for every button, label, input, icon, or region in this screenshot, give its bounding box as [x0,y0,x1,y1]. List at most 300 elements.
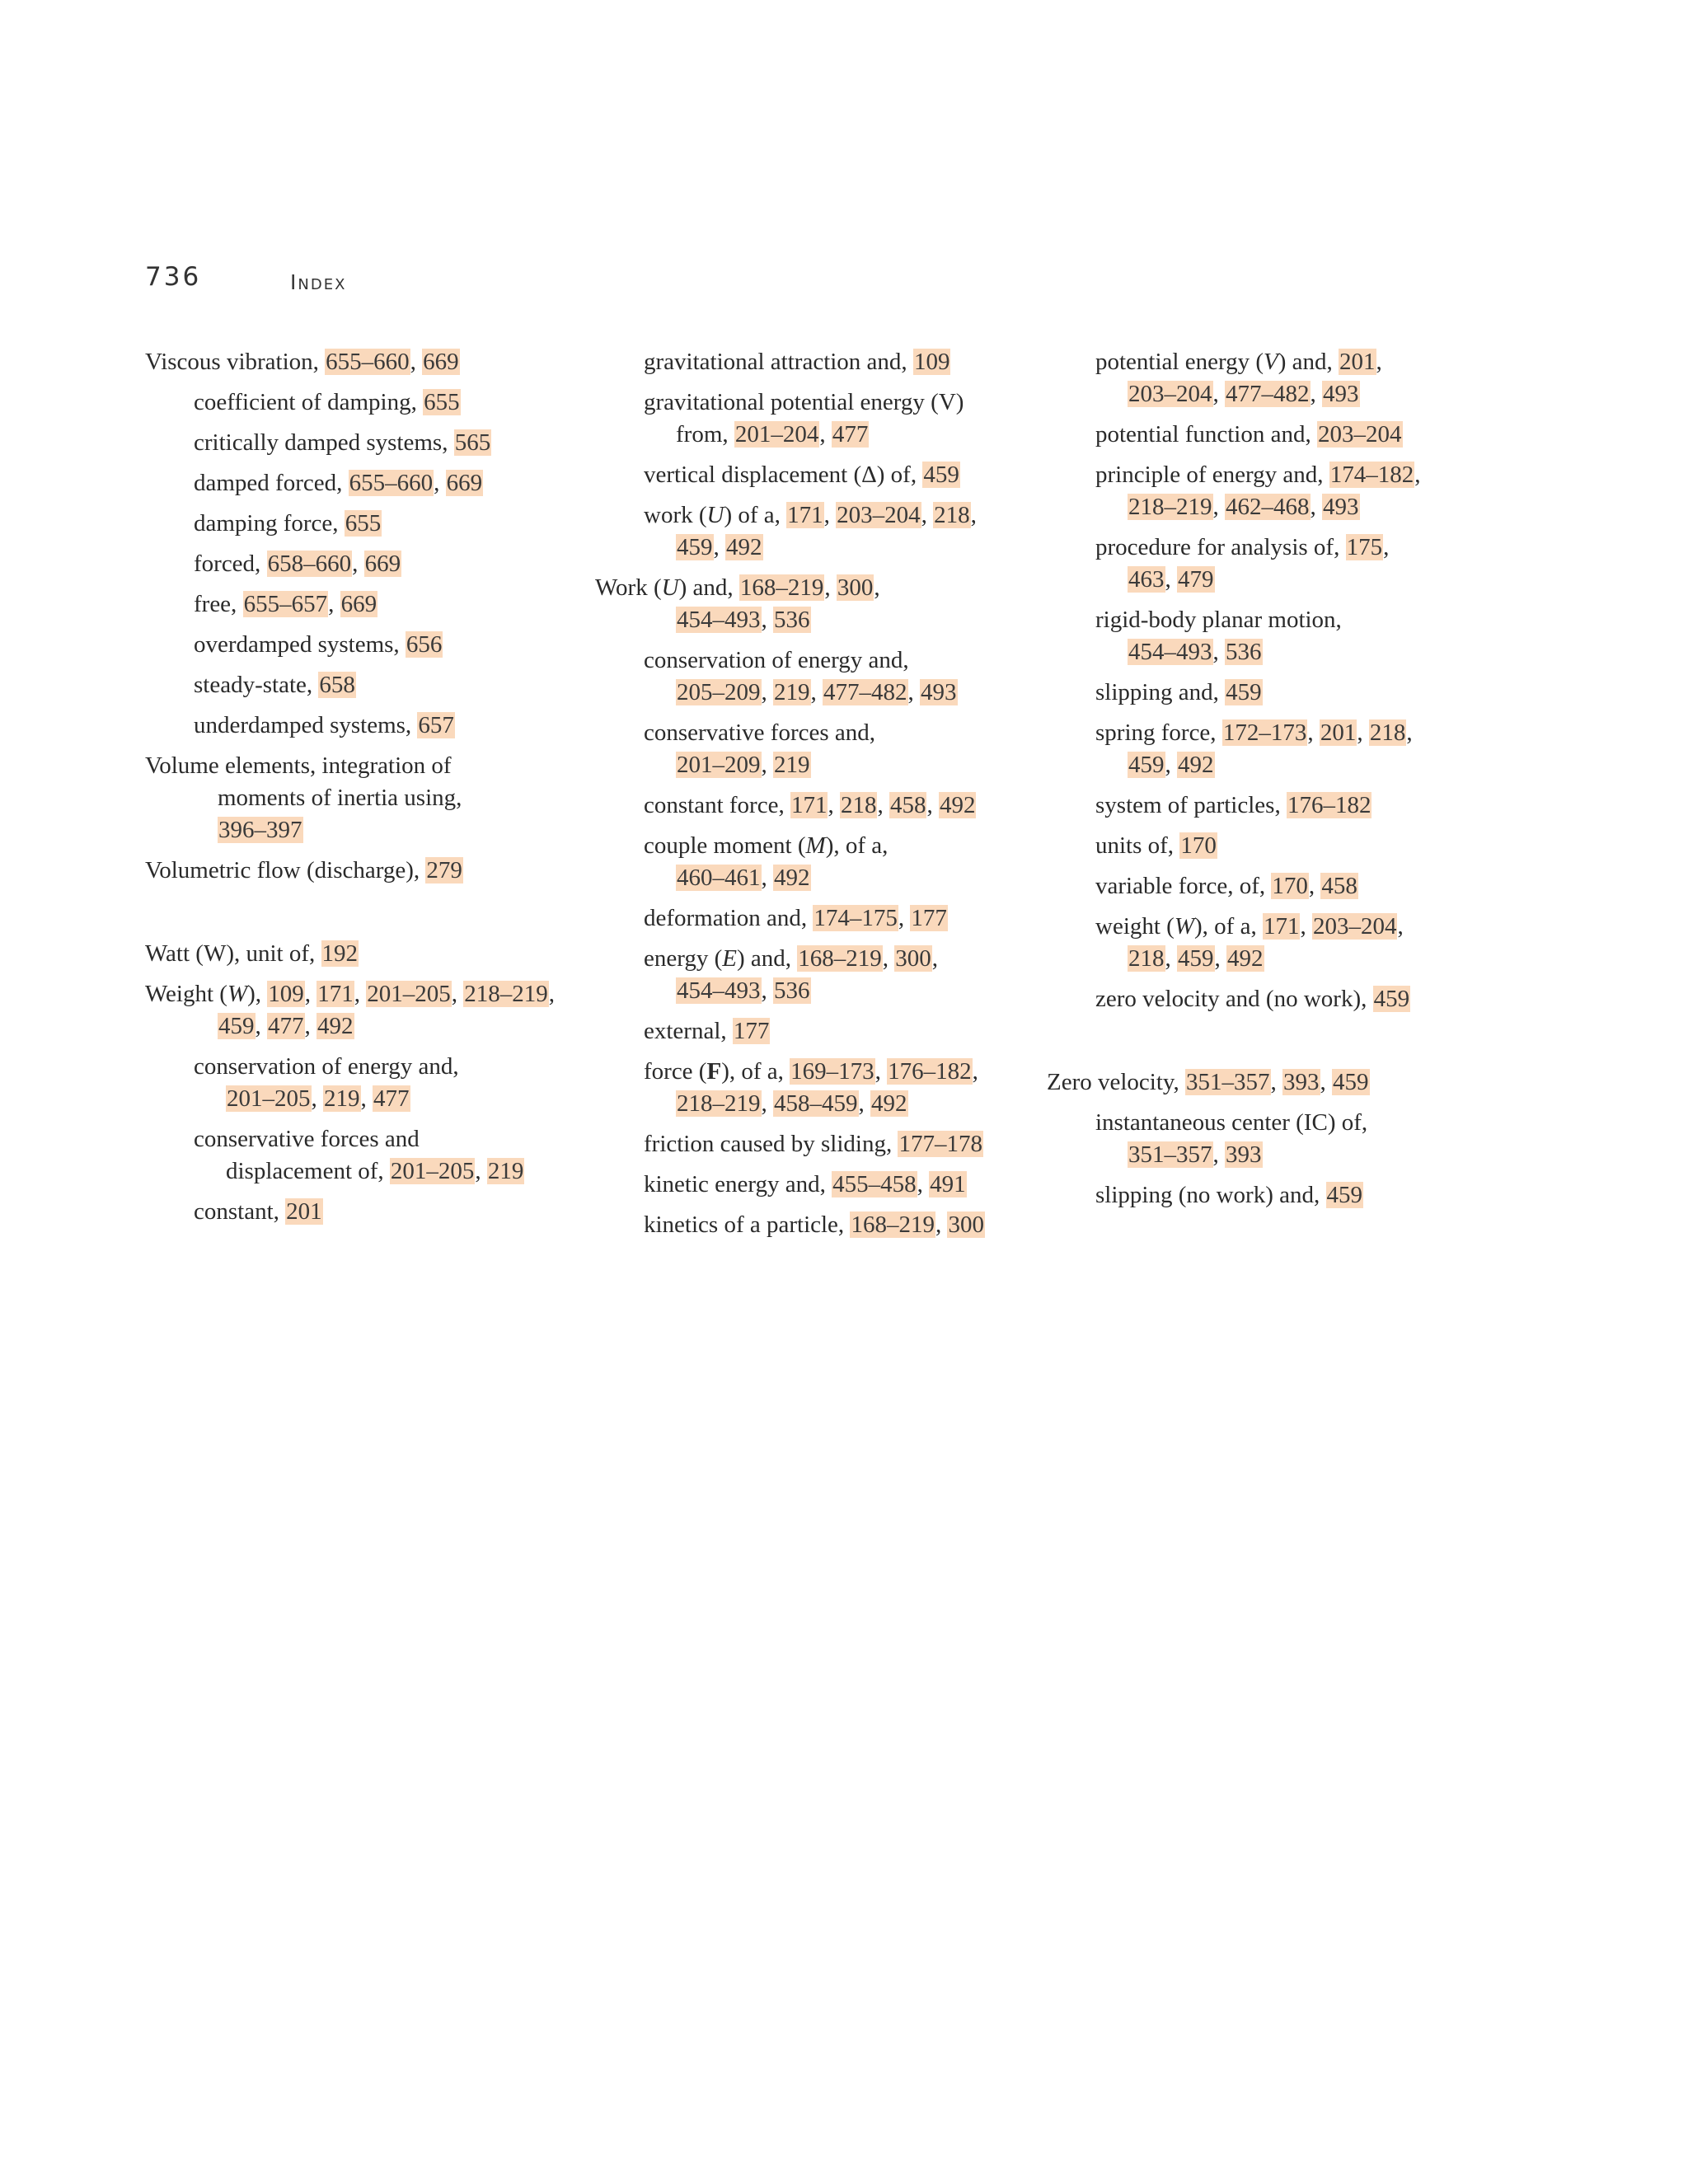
index-column-3 [1047,346,1508,1212]
entry-text: , [1165,945,1177,972]
index-main-entry [145,938,607,970]
index-subentry [145,1123,607,1188]
entry-line [194,1123,607,1155]
entry-text: , [858,1090,870,1117]
entry-continuation-line [145,782,607,814]
page-reference-link[interactable]: 493 [921,679,957,705]
entry-line [1095,677,1508,709]
index-subentry [145,467,607,499]
index-subentry [1047,419,1508,451]
entry-text: slipping and, [1095,679,1226,705]
entry-text: ) and, [1278,349,1339,375]
page-reference-link[interactable]: 218 [1369,719,1406,746]
page-reference-link[interactable]: 351–357 [1128,1141,1212,1168]
page-reference-link[interactable]: 219 [324,1085,360,1112]
entry-text: Watt (W), unit of, [145,940,321,967]
page-reference-link[interactable]: 459 [923,462,959,488]
page-reference-link[interactable]: 656 [406,631,443,658]
page-reference-link[interactable]: 454–493 [677,607,761,633]
index-subentry [145,508,607,540]
index-subentry [595,1056,1057,1120]
entry-text: displacement of, [226,1158,390,1184]
entry-text: , [874,1058,888,1085]
page-reference-link[interactable]: 203–204 [1128,381,1212,407]
index-subentry [1047,346,1508,410]
entry-line [194,669,607,701]
index-subentry [595,830,1057,894]
index-main-entry [1047,1066,1508,1099]
index-main-entry [595,572,1057,636]
page-reference-link[interactable]: 201–209 [677,752,761,778]
page-reference-link[interactable]: 459 [218,1013,255,1039]
index-subentry [1047,911,1508,975]
entry-text: , [1212,1141,1225,1168]
page-reference-link[interactable]: 219 [487,1158,524,1184]
entry-continuation-line [595,604,1057,636]
page-reference-link[interactable]: 669 [423,349,459,375]
entry-text: conservation of energy and, [644,647,909,673]
entry-text: , [434,470,446,496]
page-number: 736 [145,262,202,292]
entry-text: , [354,981,367,1007]
index-subentry [145,669,607,701]
entry-text: system of particles, [1095,792,1287,818]
page-reference-link[interactable]: 174–175 [814,905,898,931]
index-subentry [595,644,1057,709]
italic-symbol: W [227,981,248,1007]
entry-continuation-line [644,419,1057,451]
page-reference-link[interactable]: 172–173 [1222,719,1307,746]
index-main-entry [145,750,607,846]
index-subentry [145,548,607,580]
page-reference-link[interactable]: 174–182 [1329,462,1414,488]
entry-line [194,548,607,580]
page-reference-link[interactable]: 201–205 [390,1158,475,1184]
page-reference-link[interactable]: 218 [840,792,877,818]
page-reference-link[interactable]: 492 [774,865,810,891]
entry-text: , [410,349,423,375]
page-reference-link[interactable]: 218 [1128,945,1165,972]
entry-continuation-line [194,1155,607,1188]
page-reference-link[interactable]: 454–493 [677,977,761,1004]
entry-text: potential function and, [1095,421,1317,448]
entry-line [145,750,607,782]
page-reference-link[interactable]: 203–204 [1318,421,1402,448]
page-reference-link[interactable]: 201 [1320,719,1357,746]
entry-text: couple moment ( [644,832,806,859]
entry-text: ) and, [678,574,739,601]
index-subentry [1047,459,1508,523]
page-reference-link[interactable]: 492 [939,792,976,818]
entry-line [1095,532,1508,564]
entry-continuation-line [1095,564,1508,596]
entry-text: , [1165,566,1177,593]
page-reference-link[interactable]: 655–660 [349,470,434,496]
page-reference-link[interactable]: 201 [1339,349,1376,375]
page-reference-link[interactable]: 177 [733,1018,770,1044]
entry-text: , [1406,719,1413,746]
page-reference-link[interactable]: 492 [871,1090,907,1117]
page-reference-link[interactable]: 565 [454,429,491,456]
page-reference-link[interactable]: 109 [268,981,304,1007]
page-reference-link[interactable]: 655–657 [243,591,328,617]
page-reference-link[interactable]: 175 [1346,534,1383,560]
page-reference-link[interactable]: 396–397 [218,817,302,843]
entry-text: procedure for analysis of, [1095,534,1346,560]
entry-line [1095,459,1508,491]
entry-text: , [475,1158,487,1184]
entry-text: constant, [194,1198,286,1225]
entry-text: potential energy ( [1095,349,1264,375]
entry-text: , [1307,719,1320,746]
entry-line [644,644,1057,677]
page-reference-link[interactable]: 203–204 [837,502,921,528]
index-main-entry [145,346,607,378]
italic-symbol: V [1264,349,1278,375]
page-reference-link[interactable]: 201–205 [367,981,451,1007]
entry-text: , [898,905,911,931]
entry-text: constant force, [644,792,790,818]
entry-line [194,427,607,459]
page-reference-link[interactable]: 458 [889,792,926,818]
page-reference-link[interactable]: 479 [1178,566,1214,593]
page-reference-link[interactable]: 458–459 [774,1090,858,1117]
entry-text: overdamped systems, [194,631,406,658]
entry-text: gravitational attraction and, [644,349,913,375]
entry-text: , [1300,913,1312,940]
page-reference-link[interactable]: 218–219 [1128,494,1212,520]
page-reference-link[interactable]: 192 [321,940,358,967]
page-reference-link[interactable]: 393 [1226,1141,1262,1168]
page-reference-link[interactable]: 171 [790,792,828,818]
index-subentry [595,346,1057,378]
entry-continuation-line [644,862,1057,894]
entry-text: , [761,1090,773,1117]
entry-line [145,938,607,970]
entry-continuation-line [644,749,1057,781]
index-subentry [1047,1107,1508,1171]
entry-text: , [828,792,840,818]
entry-text: , [761,679,773,705]
page-reference-link[interactable]: 300 [837,574,874,601]
page-reference-link[interactable]: 177 [911,905,947,931]
entry-line [644,499,1057,532]
index-subentry [1047,677,1508,709]
page-reference-link[interactable]: 477 [832,421,869,448]
page-reference-link[interactable]: 477 [373,1085,410,1112]
entry-continuation-line [1095,378,1508,410]
page-reference-link[interactable]: 658–660 [267,551,352,577]
page-reference-link[interactable]: 203–204 [1312,913,1397,940]
italic-symbol: M [805,832,826,859]
page-reference-link[interactable]: 477–482 [823,679,907,705]
entry-line [1095,346,1508,378]
entry-line [644,459,1057,491]
entry-line [1095,983,1508,1015]
entry-line [1095,604,1508,636]
page-reference-link[interactable]: 492 [726,534,762,560]
page-reference-link[interactable]: 536 [774,977,810,1004]
page-reference-link[interactable]: 219 [774,752,810,778]
entry-text: moments of inertia using, [218,785,462,811]
page-reference-link[interactable]: 458 [1321,873,1357,899]
entry-line [145,855,607,887]
page-reference-link[interactable]: 459 [1333,1069,1369,1095]
entry-text: , [907,679,920,705]
entry-text: , [819,421,832,448]
entry-line [1095,1107,1508,1139]
page-reference-link[interactable]: 669 [340,591,377,617]
entry-text: , [917,1171,930,1197]
page-reference-link[interactable]: 169–173 [790,1058,874,1085]
page-reference-link[interactable]: 669 [364,551,401,577]
page-reference-link[interactable]: 168–219 [851,1212,935,1238]
page-reference-link[interactable]: 536 [1226,639,1262,665]
entry-text: force ( [644,1058,707,1085]
entry-text: conservation of energy and, [194,1053,459,1080]
entry-text: , [548,981,556,1007]
entry-line [644,830,1057,862]
page-reference-link[interactable]: 300 [948,1212,984,1238]
index-subentry [145,387,607,419]
index-subentry [1047,870,1508,902]
entry-text: , [1165,752,1177,778]
page-reference-link[interactable]: 279 [426,857,462,883]
page-reference-link[interactable]: 492 [1227,945,1264,972]
entry-text: , [935,1212,948,1238]
entry-text: , [877,792,889,818]
entry-continuation-line [644,975,1057,1007]
entry-line [194,508,607,540]
entry-line [1095,717,1508,749]
entry-text: Work ( [595,574,662,601]
entry-text: , [1357,719,1369,746]
entry-text: , [1308,873,1321,899]
entry-line [644,1128,1057,1160]
page-reference-link[interactable]: 459 [1373,986,1410,1012]
entry-line [194,710,607,742]
page-reference-link[interactable]: 459 [1226,679,1262,705]
entry-text: conservative forces and, [644,719,876,746]
entry-line [644,1056,1057,1088]
index-subentry [1047,983,1508,1015]
page-reference-link[interactable]: 168–219 [798,945,882,972]
entry-text: , [823,502,837,528]
entry-line [595,572,1057,604]
entry-text: energy ( [644,945,723,972]
page-reference-link[interactable]: 176–182 [888,1058,972,1085]
page-reference-link[interactable]: 218–219 [677,1090,761,1117]
page-reference-link[interactable]: 477 [268,1013,304,1039]
page-reference-link[interactable]: 300 [895,945,931,972]
page-reference-link[interactable]: 655–660 [326,349,410,375]
entry-text: , [255,1013,267,1039]
italic-symbol: W [1174,913,1195,940]
entry-line [1095,830,1508,862]
entry-text: instantaneous center (IC) of, [1095,1109,1368,1136]
bold-symbol: F [706,1058,722,1085]
page-reference-link[interactable]: 459 [677,534,713,560]
entry-text: gravitational potential energy (V) [644,389,964,415]
entry-text: kinetic energy and, [644,1171,832,1197]
page-reference-link[interactable]: 491 [930,1171,966,1197]
page-reference-link[interactable]: 536 [774,607,810,633]
page-reference-link[interactable]: 218 [934,502,970,528]
page-reference-link[interactable]: 455–458 [832,1171,917,1197]
entry-line [1095,911,1508,943]
page-reference-link[interactable]: 477–482 [1226,381,1310,407]
entry-text: free, [194,591,243,617]
page-reference-link[interactable]: 219 [774,679,810,705]
page-reference-link[interactable]: 454–493 [1128,639,1212,665]
entry-text: work ( [644,502,707,528]
index-subentry [595,1209,1057,1241]
page-reference-link[interactable]: 492 [317,1013,354,1039]
index-subentry [595,1128,1057,1160]
entry-text: ) of a, [724,502,787,528]
entry-text: ), of a, [825,832,889,859]
page-reference-link[interactable]: 459 [1178,945,1214,972]
entry-line [644,902,1057,935]
entry-text: , [1310,494,1322,520]
entry-continuation-line [1095,749,1508,781]
page-reference-link[interactable]: 109 [913,349,950,375]
entry-text: , [1270,1069,1283,1095]
index-subentry [145,588,607,621]
page-reference-link[interactable]: 460–461 [677,865,761,891]
entry-text: , [761,977,773,1004]
entry-text: , [304,981,317,1007]
entry-line [194,387,607,419]
index-subentry [1047,604,1508,668]
index-column-1 [145,346,607,1228]
page-reference-link[interactable]: 171 [787,502,823,528]
entry-continuation-line [1095,491,1508,523]
entry-text: damped forced, [194,470,349,496]
entry-text: ), of a, [721,1058,790,1085]
page-reference-link[interactable]: 177–178 [898,1131,982,1157]
page-reference-link[interactable]: 657 [418,712,454,738]
page-reference-link[interactable]: 393 [1283,1069,1320,1095]
entry-text: Viscous vibration, [145,349,326,375]
entry-text: slipping (no work) and, [1095,1182,1326,1208]
entry-line [145,346,607,378]
entry-line [194,629,607,661]
entry-text: critically damped systems, [194,429,454,456]
index-subentry [145,427,607,459]
entry-line [644,717,1057,749]
page-reference-link[interactable]: 168–219 [739,574,824,601]
entry-line [194,1051,607,1083]
entry-text: zero velocity and (no work), [1095,986,1373,1012]
entry-text: , [810,679,823,705]
index-subentry [595,387,1057,451]
entry-text: , [311,1085,323,1112]
entry-line [145,978,607,1010]
page-reference-link[interactable]: 669 [446,470,483,496]
index-subentry [145,629,607,661]
page-reference-link[interactable]: 459 [1128,752,1165,778]
entry-text: Volume elements, integration of [145,752,452,779]
entry-text: , [1320,1069,1333,1095]
index-subentry [595,1015,1057,1047]
page-reference-link[interactable]: 171 [317,981,354,1007]
entry-text: , [970,502,977,528]
page-reference-link[interactable]: 658 [319,672,355,698]
page-reference-link[interactable]: 205–209 [677,679,761,705]
page-reference-link[interactable]: 492 [1178,752,1214,778]
entry-text: , [1212,639,1225,665]
page-reference-link[interactable]: 176–182 [1287,792,1372,818]
entry-line [194,1196,607,1228]
entry-text: , [761,752,773,778]
page-reference-link[interactable]: 201 [286,1198,322,1225]
page-reference-link[interactable]: 655 [345,510,382,537]
entry-line [1047,1066,1508,1099]
entry-text: , [1212,381,1225,407]
page-reference-link[interactable]: 171 [1263,913,1300,940]
page-reference-link[interactable]: 459 [1326,1182,1362,1208]
entry-continuation-line [644,532,1057,564]
index-subentry [595,499,1057,564]
page-reference-link[interactable]: 218–219 [464,981,548,1007]
entry-text: Zero velocity, [1047,1069,1186,1095]
entry-line [644,387,1057,419]
entry-line [194,467,607,499]
entry-text: from, [676,421,734,448]
index-subentry [1047,1179,1508,1212]
page-reference-link[interactable]: 655 [424,389,460,415]
entry-text: coefficient of damping, [194,389,424,415]
entry-text: steady-state, [194,672,319,698]
page-reference-link[interactable]: 201–205 [227,1085,311,1112]
index-main-entry [145,855,607,887]
entry-text: external, [644,1018,733,1044]
entry-text: kinetics of a particle, [644,1212,851,1238]
entry-text: , [1212,494,1225,520]
page-reference-link[interactable]: 462–468 [1226,494,1310,520]
index-subentry [1047,532,1508,596]
entry-text: , [352,551,364,577]
entry-text: , [874,574,880,601]
entry-continuation-line [194,1083,607,1115]
entry-text: , [1414,462,1421,488]
page-reference-link[interactable]: 170 [1180,832,1217,859]
entry-text: variable force, of, [1095,873,1272,899]
page-reference-link[interactable]: 493 [1323,381,1359,407]
entry-text: ), [247,981,268,1007]
entry-line [194,588,607,621]
entry-text: conservative forces and [194,1126,420,1152]
page-reference-link[interactable]: 201–204 [734,421,819,448]
page-reference-link[interactable]: 463 [1128,566,1165,593]
entry-text: , [304,1013,316,1039]
entry-text: , [1383,534,1390,560]
entry-text: weight ( [1095,913,1175,940]
entry-text: , [1214,945,1226,972]
page-reference-link[interactable]: 170 [1272,873,1308,899]
page-reference-link[interactable]: 493 [1323,494,1359,520]
entry-text: , [972,1058,978,1085]
index-subentry [595,943,1057,1007]
entry-text: deformation and, [644,905,814,931]
running-head: Index [290,270,347,294]
index-subentry [1047,717,1508,781]
entry-line [1095,1179,1508,1212]
entry-line [644,1209,1057,1241]
page-reference-link[interactable]: 351–357 [1186,1069,1270,1095]
entry-text: , [761,865,773,891]
